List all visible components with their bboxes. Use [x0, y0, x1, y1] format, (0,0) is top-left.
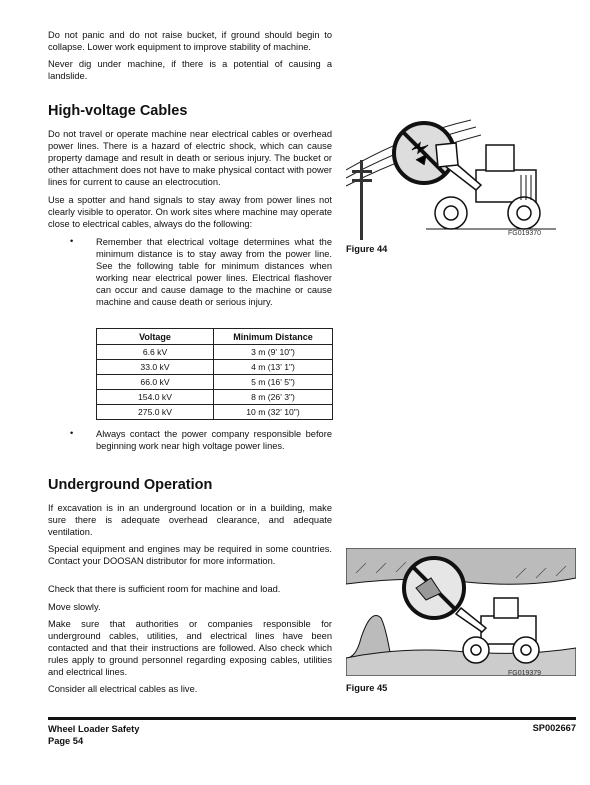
footer-doc-id: SP002667 — [532, 723, 576, 733]
loader-underground-graphic — [346, 548, 576, 676]
figure-45-caption: Figure 45 — [346, 683, 388, 693]
voltage-cell: 66.0 kV — [97, 375, 214, 390]
voltage-cell: 6.6 kV — [97, 345, 214, 360]
footer-left — [48, 723, 139, 747]
table-row — [97, 375, 333, 390]
table-header-row — [97, 329, 333, 345]
high-voltage-paragraph-1: Do not travel or operate machine near electrical cables or overhead power lines. There is a hazard of electric shock, which can cause property damage and result in death or serious injury. The bucket or other attachment does not have to make physical contact with power lines for current to cause an electrocution. — [48, 129, 332, 188]
figure-45-illustration — [346, 548, 576, 676]
intro-paragraph-1: Do not panic and do not raise bucket, if ground should begin to collapse. Lower work equipment to improve stability of machine. — [48, 30, 332, 53]
figure-44-illustration — [346, 115, 576, 240]
table-row — [97, 345, 333, 360]
bullet-item-voltage-distance: Remember that electrical voltage determines what the minimum distance is to stay away from the power line. See the following table for minimum distances when working near electrical power lines. Electrical flashover can occur and cause damage to the machine or cause machine and cause death or serious injury. — [96, 237, 332, 308]
distance-cell: 4 m (13' 1") — [214, 360, 333, 375]
figure-44-code: FG019370 — [508, 230, 542, 237]
underground-paragraph-4: Move slowly. — [48, 602, 101, 612]
distance-cell: 10 m (32' 10") — [214, 405, 333, 420]
footer-title: Wheel Loader Safety — [48, 724, 140, 734]
section-heading-underground: Underground Operation — [48, 477, 213, 493]
voltage-cell: 275.0 kV — [97, 405, 214, 420]
voltage-cell: 33.0 kV — [97, 360, 214, 375]
loader-power-lines-graphic — [346, 115, 576, 240]
voltage-cell: 154.0 kV — [97, 390, 214, 405]
table-row — [97, 360, 333, 375]
column-header-voltage: Voltage — [97, 329, 214, 345]
table-row — [97, 390, 333, 405]
distance-cell: 3 m (9' 10") — [214, 345, 333, 360]
bullet-marker: • — [70, 236, 74, 246]
distance-cell: 5 m (16' 5") — [214, 375, 333, 390]
footer-page-number: Page 54 — [48, 736, 84, 746]
bullet-item-contact-power-company: Always contact the power company responsible before beginning work near high voltage power lines. — [96, 429, 332, 452]
intro-paragraph-2: Never dig under machine, if there is a potential of causing a landslide. — [48, 59, 332, 82]
underground-paragraph-3: Check that there is sufficient room for machine and load. — [48, 584, 281, 594]
underground-paragraph-2: Special equipment and engines may be required in some countries. Contact your DOOSAN distributor for more information. — [48, 544, 332, 567]
voltage-distance-table — [96, 328, 333, 420]
section-heading-high-voltage: High-voltage Cables — [48, 103, 188, 119]
underground-paragraph-6: Consider all electrical cables as live. — [48, 684, 198, 694]
figure-44-caption: Figure 44 — [346, 244, 388, 254]
footer-rule — [48, 717, 576, 720]
column-header-minimum-distance: Minimum Distance — [214, 329, 333, 345]
underground-paragraph-5: Make sure that authorities or companies responsible for underground cables, utilities, and electrical lines have been contacted and that their instructions are followed. Also check which rules apply to ground personnel regarding exposing cables, utilities and electrical lines. — [48, 619, 332, 678]
high-voltage-paragraph-2: Use a spotter and hand signals to stay away from power lines not clearly visible to operator. On work sites where machine may operate close to electrical cables, always do the following: — [48, 195, 332, 230]
figure-45-code: FG019379 — [508, 670, 542, 677]
distance-cell: 8 m (26' 3") — [214, 390, 333, 405]
underground-paragraph-1: If excavation is in an underground location or in a building, make sure there is adequate overhead clearance, and adequate ventilation. — [48, 503, 332, 538]
table-row — [97, 405, 333, 420]
bullet-marker: • — [70, 428, 74, 438]
